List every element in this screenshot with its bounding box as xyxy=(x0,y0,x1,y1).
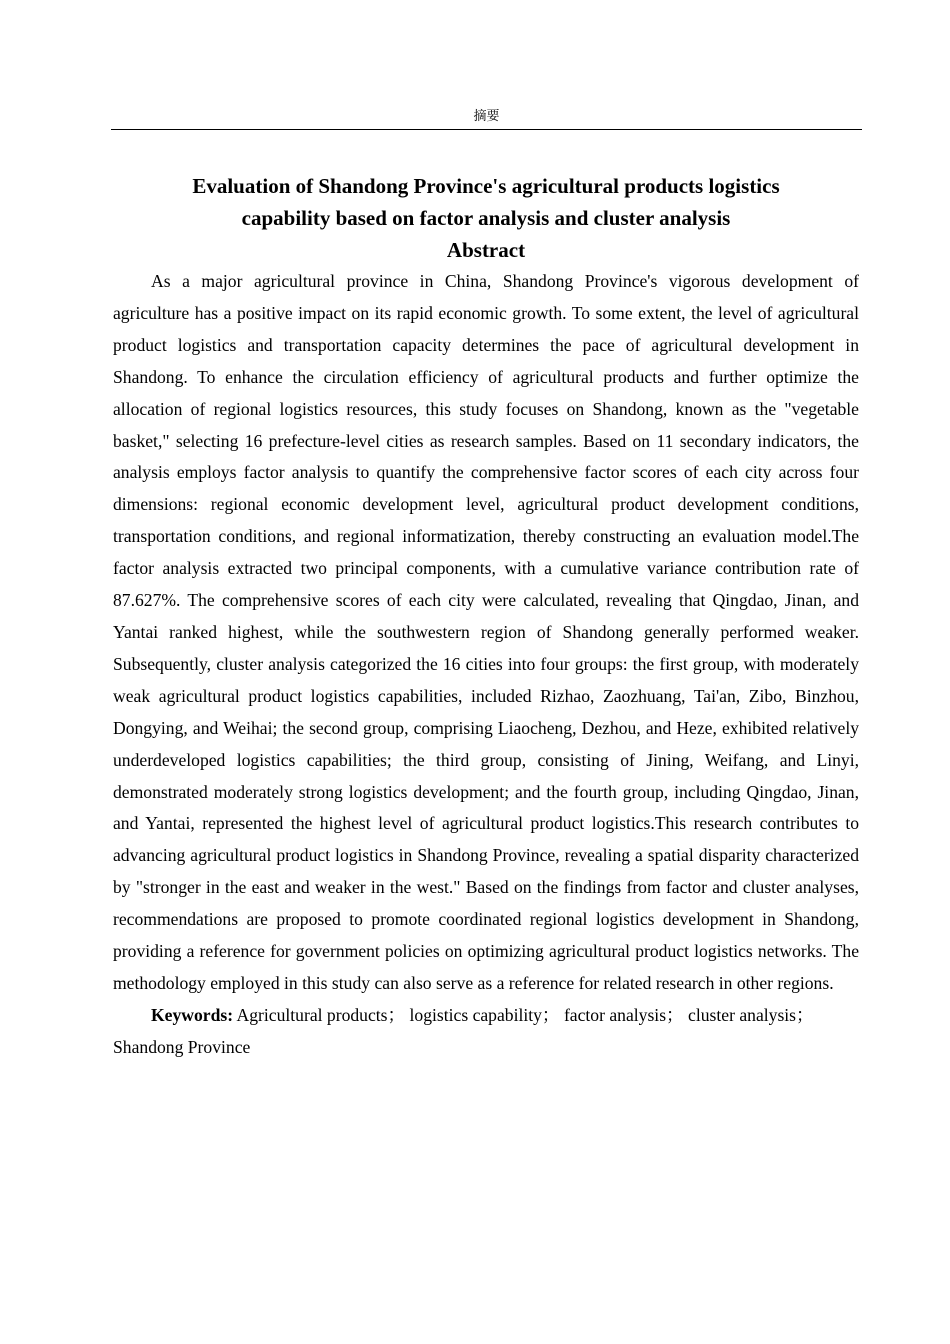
paper-title xyxy=(113,170,859,234)
running-header xyxy=(111,108,862,130)
keywords-label: Keywords: xyxy=(151,1004,234,1025)
paper-title-line-1: Evaluation of Shandong Province's agricultural products logistics xyxy=(192,174,780,198)
paper-title-line-2: capability based on factor analysis and cluster analysis xyxy=(241,206,731,230)
keywords-line xyxy=(113,1000,859,1064)
abstract-body: As a major agricultural province in China, Shandong Province's vigorous development of agriculture has a positive impact on its rapid economic growth. To some extent, the level of agricultural product logistics and transportation capacity determines the pace of agricultural development in Shandong. To enhance the circulation efficiency of agricultural products and further optimize the allocation of regional logistics resources, this study focuses on Shandong, known as the "vegetable basket," selecting 16 prefecture-level cities as research samples. Based on 11 secondary indicators, the analysis employs factor analysis to quantify the comprehensive factor scores of each city across four dimensions: regional economic development level, agricultural product development conditions, transportation conditions, and regional informatization, thereby constructing an evaluation model.The factor analysis extracted two principal components, with a cumulative variance contribution rate of 87.627%. The comprehensive scores of each city were calculated, revealing that Qingdao, Jinan, and Yantai ranked highest, while the southwestern region of Shandong generally performed weaker. Subsequently, cluster analysis categorized the 16 cities into four groups: the first group, with moderately weak agricultural product logistics capabilities, included Rizhao, Zaozhuang, Tai'an, Zibo, Binzhou, Dongying, and Weihai; the second group, comprising Liaocheng, Dezhou, and Heze, exhibited relatively underdeveloped logistics capabilities; the third group, consisting of Jining, Weifang, and Linyi, demonstrated moderately strong logistics development; and the fourth group, including Qingdao, Jinan, and Yantai, represented the highest level of agricultural product logistics.This research contributes to advancing agricultural product logistics in Shandong Province, revealing a spatial disparity characterized by "stronger in the east and weaker in the west." Based on the findings from factor and cluster analyses, recommendations are proposed to promote coordinated regional logistics development in Shandong, providing a reference for government policies on optimizing agricultural product logistics networks. The methodology employed in this study can also serve as a reference for related research in other regions. xyxy=(113,271,859,993)
keyword-item: Shandong Province xyxy=(113,1036,251,1057)
abstract-heading: Abstract xyxy=(446,238,526,262)
keyword-item: logistics capability； xyxy=(409,1004,560,1025)
keyword-item: cluster analysis； xyxy=(688,1004,814,1025)
keyword-item: factor analysis； xyxy=(563,1004,684,1025)
keyword-item: Agricultural products； xyxy=(236,1004,406,1025)
running-header-title: 摘要 xyxy=(473,109,500,124)
paper-content xyxy=(113,170,859,1064)
